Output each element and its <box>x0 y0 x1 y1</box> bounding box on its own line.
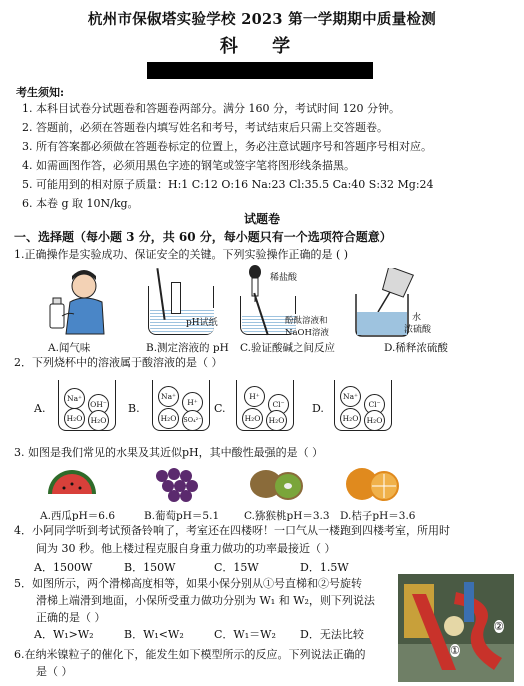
kiwi-icon <box>248 464 306 504</box>
q5-option-a[interactable]: A．W₁>W₂ <box>34 628 94 641</box>
ion: SO₄²⁻ <box>182 410 203 431</box>
ion: H₂O <box>158 408 179 429</box>
q4-option-a[interactable]: A．1500W <box>34 561 93 574</box>
q1-option-c[interactable]: C.验证酸碱之间反应 <box>240 342 335 354</box>
q1-option-d[interactable]: D.稀释浓硫酸 <box>384 342 448 354</box>
q2-option-c[interactable]: C. <box>214 402 226 415</box>
subject-title: 科 学 <box>219 36 305 57</box>
notice-heading: 考生须知: <box>16 86 65 99</box>
ion: H⁺ <box>244 386 265 407</box>
ion: OH⁻ <box>88 394 109 415</box>
q3-option-b[interactable]: B.葡萄pH＝5.1 <box>144 510 220 522</box>
smell-figure <box>44 268 108 336</box>
q5-option-d[interactable]: D．无法比较 <box>300 628 364 641</box>
paper-label: 试题卷 <box>243 212 280 226</box>
notice-item-4: 4. 如需画图作答，必须用黑色字迹的钢笔或签字笔将图形线条描黑。 <box>22 159 355 172</box>
q1-stem: 1.正确操作是实验成功、保证安全的关键。下列实验操作正确的是 ( ) <box>14 248 349 261</box>
ion: Na⁺ <box>340 386 361 407</box>
q3-option-a[interactable]: A.西瓜pH＝6.6 <box>40 510 115 522</box>
q5-option-c[interactable]: C．W₁＝W₂ <box>214 628 276 641</box>
q2-stem: 2．下列烧杯中的溶液属于酸溶液的是（ ） <box>14 356 223 369</box>
ion: H₂O <box>364 410 385 431</box>
q5-option-b[interactable]: B．W₁<W₂ <box>124 628 184 641</box>
watermelon-icon <box>44 464 100 504</box>
ion: H₂O <box>266 410 287 431</box>
notice-item-1: 1. 本科目试卷分试题卷和答题卷两部分。满分 160 分，考试时间 120 分钟。 <box>22 102 400 115</box>
q1-option-b[interactable]: B.测定溶液的 pH <box>146 342 229 354</box>
q2-option-b[interactable]: B. <box>128 402 140 415</box>
q5-line-2: 滑梯上端滑到地面，小保所受重力做功分别为 W₁ 和 W₂，则下列说法 <box>36 594 375 607</box>
section-heading: 一、选择题（每小题 3 分，共 60 分，每小题只有一个选项符合题意） <box>14 230 392 244</box>
q1-option-a[interactable]: A.闻气味 <box>48 342 91 354</box>
notice-item-6: 6. 本卷 g 取 10N/kg。 <box>22 197 139 210</box>
q5-line-1: 5．如图所示，两个滑梯高度相等，如果小保分别从①号直梯和②号旋转 <box>14 577 362 590</box>
redacted-bar <box>147 62 373 79</box>
ion: Cl⁻ <box>268 394 289 415</box>
q4-option-c[interactable]: C．15W <box>214 561 259 574</box>
slide-mark-1: ① <box>450 644 460 657</box>
ion: H₂O <box>88 410 109 431</box>
notice-item-3: 3. 所有答案都必须做在答题卷标定的位置上，务必注意试题序号和答题序号相对应。 <box>22 140 432 153</box>
ph-paper-label: pH试纸 <box>186 318 218 328</box>
q2-option-a[interactable]: A. <box>34 402 46 415</box>
q6-line-2: 是（ ） <box>36 665 73 678</box>
ion: H₂O <box>242 408 263 429</box>
q4-option-b[interactable]: B．150W <box>124 561 176 574</box>
q6-line-1: 6.在纳米镍粒子的催化下，能发生如下模型所示的反应。下列说法正确的 <box>14 648 366 661</box>
q3-option-c[interactable]: C.猕猴桃pH＝3.3 <box>244 510 330 522</box>
q3-option-d[interactable]: D.桔子pH＝3.6 <box>340 510 416 522</box>
ion: Na⁺ <box>158 386 179 407</box>
orange-icon <box>342 462 402 506</box>
exam-title: 杭州市保俶塔实验学校 2023 第一学期期中质量检测 <box>87 11 437 28</box>
q3-stem: 3. 如图是我们常见的水果及其近似pH，其中酸性最强的是（ ） <box>14 446 324 459</box>
q4-line-2: 间为 30 秒。他上楼过程克服自身重力做功的功率最接近（ ） <box>36 542 336 555</box>
grape-icon <box>148 462 208 504</box>
indicator-label: 酚酞溶液和 <box>285 316 328 326</box>
q4-line-1: 4．小阿同学听到考试预备铃响了，考室还在四楼呀！一口气从一楼跑到四楼考室，所用时 <box>14 524 450 537</box>
ph-paper-strip <box>171 282 181 314</box>
ion: H₂O <box>340 408 361 429</box>
conc-acid-label: 浓硫酸 <box>404 325 432 335</box>
ion: Na⁺ <box>64 388 85 409</box>
q5-line-3: 正确的是（ ） <box>36 611 106 624</box>
q2-option-d[interactable]: D. <box>312 402 324 415</box>
slide-mark-2: ② <box>494 620 504 633</box>
q4-option-d[interactable]: D．1.5W <box>300 561 349 574</box>
notice-item-2: 2. 答题前，必须在答题卷内填写姓名和考号，考试结束后只需上交答题卷。 <box>22 121 388 134</box>
ion: H₂O <box>64 408 85 429</box>
acid-label: 稀盐酸 <box>270 273 298 283</box>
naoh-label: NaOH溶液 <box>285 328 329 338</box>
ion: H⁺ <box>182 392 203 413</box>
water-label: 水 <box>412 313 422 323</box>
ion: Cl⁻ <box>364 394 385 415</box>
notice-item-5: 5. 可能用到的相对原子质量：H:1 C:12 O:16 Na:23 Cl:35.5 Ca:40 S:32 Mg:24 <box>22 178 434 191</box>
